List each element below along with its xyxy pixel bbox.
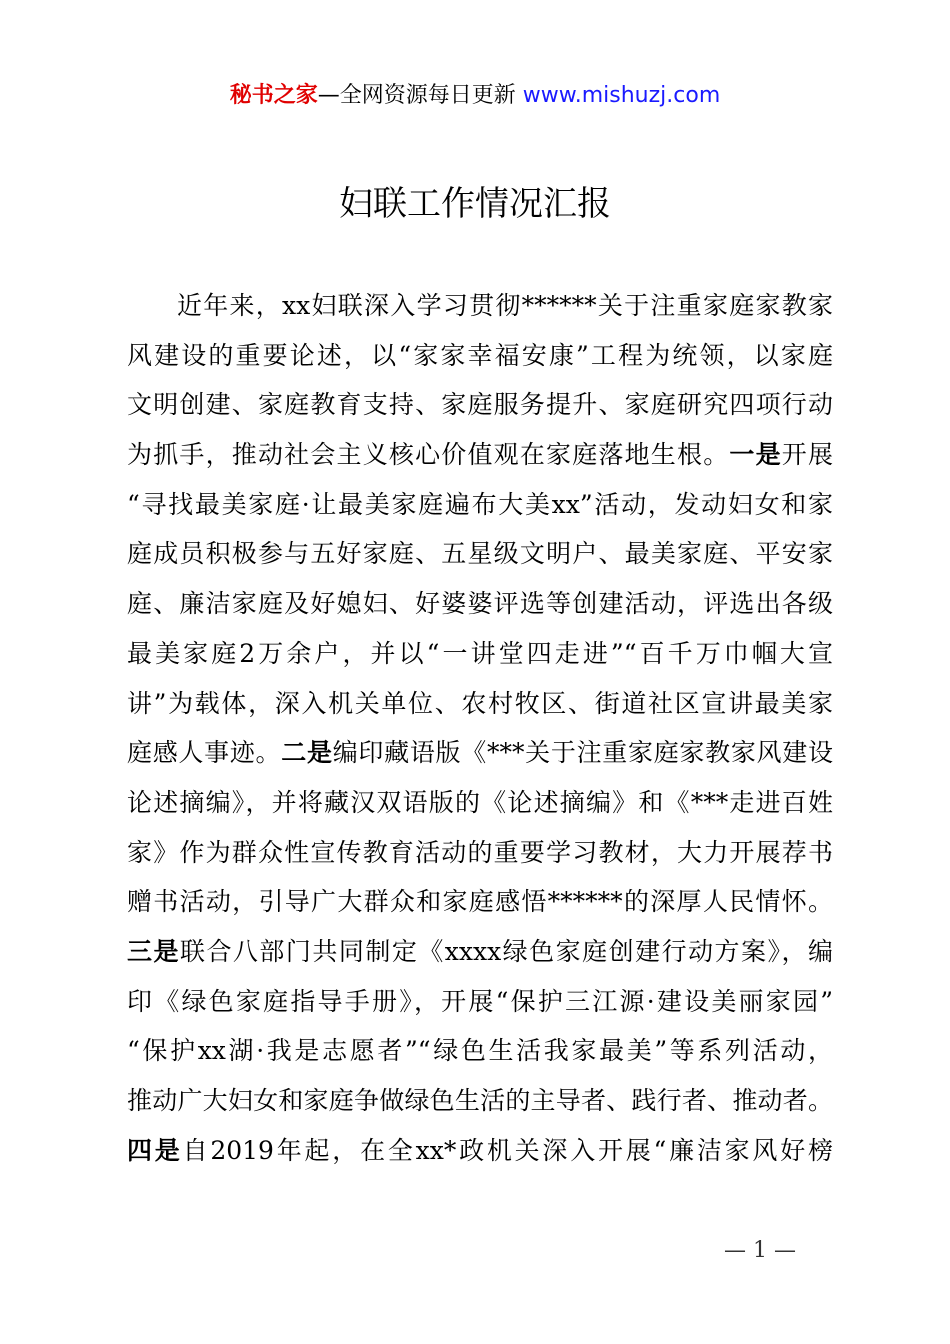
text-segment: “寻找最美家庭·让最美家庭遍布大美xx”活动，发动妇女和家 (127, 489, 833, 519)
text-line (127, 331, 833, 381)
text-segment: 推动广大妇女和家庭争做绿色生活的主导者、践行者、推动者。 (127, 1086, 833, 1115)
text-line (127, 927, 833, 977)
text-segment: 联合八部门共同制定《xxxx绿色家庭创建行动方案》，编 (179, 936, 833, 966)
bold-marker: 四是 (127, 1135, 183, 1165)
text-segment: 编印藏语版《***关于注重家庭家教家风建设 (332, 738, 833, 768)
text-segment: 文明创建、家庭教育支持、家庭服务提升、家庭研究四项行动 (127, 390, 833, 420)
text-segment: 近年来，xx妇联深入学习贯彻******关于注重家庭家教家 (177, 291, 833, 320)
text-line (127, 1126, 833, 1176)
text-segment: 风建设的重要论述，以“家家幸福安康”工程为统领，以家庭 (127, 340, 833, 370)
text-segment: 庭成员积极参与五好家庭、五星级文明户、最美家庭、平安家 (127, 539, 833, 569)
text-line (127, 579, 833, 629)
bold-marker: 一是 (729, 440, 782, 470)
bold-marker: 二是 (281, 738, 333, 768)
brand-name: 秘书之家 (229, 83, 318, 108)
text-segment: 赠书活动，引导广大群众和家庭感悟******的深厚人民情怀。 (127, 887, 833, 917)
text-segment: 讲”为载体，深入机关单位、农村牧区、街道社区宣讲最美家 (127, 688, 833, 718)
text-segment: 自2019年起，在全xx*政机关深入开展“廉洁家风好榜 (182, 1135, 833, 1165)
text-line (127, 629, 833, 679)
text-segment: 庭感人事迹。 (127, 738, 282, 768)
text-line (127, 281, 833, 331)
text-segment: “保护xx湖·我是志愿者”“绿色生活我家最美”等系列活动， (127, 1036, 833, 1066)
page-number: — 1 — (724, 1238, 796, 1263)
text-line (127, 380, 833, 430)
text-line (127, 977, 833, 1027)
text-line (127, 828, 833, 878)
text-segment: 印《绿色家庭指导手册》，开展“保护三江源·建设美丽家园” (127, 986, 833, 1016)
text-line (127, 679, 833, 729)
text-line (127, 728, 833, 778)
text-line (127, 430, 833, 480)
text-line (127, 480, 833, 530)
text-line (127, 1076, 833, 1126)
text-line (127, 778, 833, 828)
text-segment: 庭、廉洁家庭及好媳妇、好婆婆评选等创建活动，评选出各级 (127, 589, 833, 619)
text-line (127, 529, 833, 579)
text-segment: 家》作为群众性宣传教育活动的重要学习教材，大力开展荐书 (127, 837, 833, 867)
site-header (0, 80, 950, 112)
site-url[interactable]: www.mishuzj.com (522, 83, 721, 108)
text-segment: 开展 (781, 440, 833, 470)
text-segment: 论述摘编》，并将藏汉双语版的《论述摘编》和《***走进百姓 (127, 787, 833, 817)
document-body (127, 281, 833, 1175)
bold-marker: 三是 (127, 936, 180, 966)
text-line (127, 877, 833, 927)
text-line (127, 1026, 833, 1076)
text-segment: 最美家庭2万余户，并以“一讲堂四走进”“百千万巾帼大宣 (127, 638, 833, 668)
text-segment: 为抓手，推动社会主义核心价值观在家庭落地生根。 (127, 440, 730, 470)
header-slogan: —全网资源每日更新 (317, 83, 516, 108)
document-title: 妇联工作情况汇报 (339, 184, 611, 224)
